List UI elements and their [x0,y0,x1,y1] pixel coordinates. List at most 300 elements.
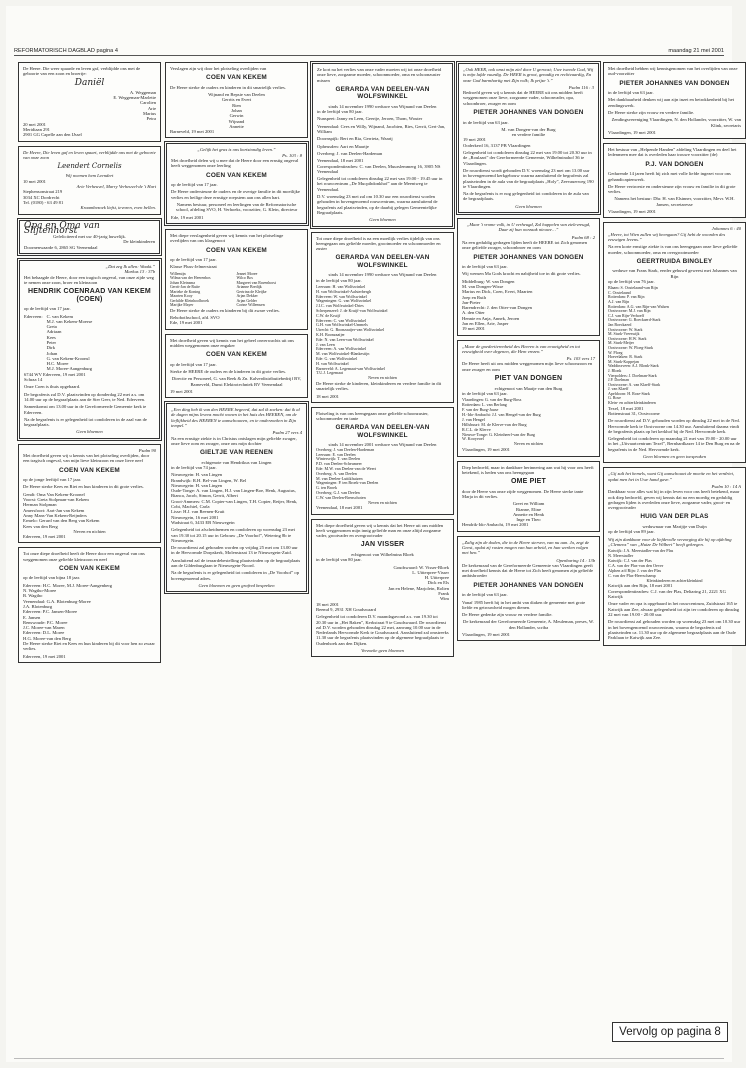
ad-text: Sterke de HEERE de ouders en de kinderen in dit grote verlies. [170,368,287,374]
ad-date: Vlaardingen, 19 mei 2001 [462,447,510,453]
sibling: Petra [146,116,156,122]
family-member: Oostvoorne: W. Ploeg-Stark [608,344,653,350]
family-member: Wijnand en Bepsie van Deelen [208,92,265,98]
column-2 [165,62,308,593]
family-member: Renswoude: P.C. Moree [23,619,68,625]
ad-date: Ede, 19 mei 2001 [170,320,203,326]
ad-street: Schraa 14 [24,377,43,383]
family-member: Dick en Els [427,580,449,586]
ad-address: 6744 WV Ederveen, 19 mei 2001 [24,371,86,377]
family-block [24,314,155,372]
family-member: Jan-Pieter [462,299,481,305]
ad-date: Vlaardingen, 19 mei 2001 [608,129,656,135]
family-member: Oostvoorne: W. Stark [608,326,643,332]
ad-address: Stephensonstraat 219 [23,189,63,195]
obituary-jan-visser [311,519,454,658]
deceased-name: COEN VAN KEKEM [59,466,120,474]
family-member: H. van Wolfswinkel-Aalsterbergh [316,288,372,294]
ad-address: Ooderkerd 16, 3137 PB Vlaardingen [463,142,531,148]
family-member: Annette en Henk [512,511,545,517]
deceased-name: P.J. VAN DONGEN [645,160,704,168]
family-member: T.U.J. Legemaat [316,370,343,376]
obituary-gerarda-in-laws [311,407,454,515]
family-member: J. van Leen [316,341,335,347]
ad-text: De Heere gedenke zijn vrouw en verdere familie. [462,612,553,618]
family-list [317,116,448,156]
sibling: Marius [142,111,156,117]
obituary-coen-employer [165,334,308,399]
newspaper-page [6,6,741,1062]
ad-intro: Met droefheid geven wij u kennis van het plotseling overlijden, door een tragisch ongeval, van mijn lieve kleinzoon en onze lieve neef [23,453,150,464]
deceased-age: in de leeftijd van 63 jaar. [608,90,654,96]
family-member: Wijnand [228,118,245,124]
column-3 [311,62,454,657]
ad-date: 20 mei 2001 [23,121,46,127]
family-member: Leersum: H. van Wolfswinkel [316,284,366,290]
family-member: Rianne, Eline [515,506,541,512]
family-member: Nunspeet: Janny en Leen, Geertje, Jeroen, Thom, Wouter [317,116,423,122]
deceased-name: GERARDA VAN DEELEN-VAN WOLFSWINKEL [335,85,430,101]
ad-intro: Tot onze diepe droefheid is na een moeilijk verlies tijdelijk van ons heengegaan ons geliefde moeder, grootmoeder en schoonmoeder en zuster [316,235,441,252]
family-member: Ederveen: H.C. Moree, M.J. Moree-Aangenberg [23,582,113,588]
family-list [170,92,303,129]
family-member: Overberg: G.J. van Deelen [316,489,360,495]
ad-date: Veenendaal, 18 mei 2001 [316,505,363,511]
family-member: C.J. van Rijn-Verhoeff [608,312,645,318]
family-member: J.C. Moree-van Maren [23,625,65,631]
family-member: W. Kooyeoel [462,436,484,442]
obituary-coen-classmates [165,229,308,330]
bible-quote: „Heere, tot Wien zullen wij heengaan? Gij hebt de woorden des eeuwigen levens.” [608,231,726,242]
deceased-name: GERARDA VAN DEELEN-VAN WOLFSWINKEL [335,254,430,269]
family-member: Herman Stolpman [23,502,57,508]
deceased-subtitle: sinds 14 november 2001 weduwe van Wijnand van Deelen [328,442,437,448]
family-member: Neven en nichten [368,499,397,505]
family-member: C.A. van der Plas-van den Oever [608,562,664,568]
bible-quote: „Maar de goedertierenheid des Heeren is van eeuwigheid en tot eeuwigheid over degenen, die Hem vrezen.” [462,343,580,354]
ad-intro: Het behaagde de Heere, door een tragisch ongeval, van onze zijde weg te nemen onze zoon, broer en kleinzoon [24,274,154,285]
family-member: Greet en William [512,501,545,507]
condolence-info: Na de begrafenis is er gelegenheid tot condoleren in „De Voorhof” op bovengenoemd adres. [171,570,300,581]
deceased-name: COEN VAN KEKEM [206,246,267,254]
family-member: Klein- en achterkleinkinderen [608,400,656,406]
ad-text: De Heere sterke Kees en Riet en hun kinderen in dit grote verlies. [23,484,144,490]
ad-text: De Heere sterke de ouders en kinderen in dit smartelijk verlies. [170,84,286,90]
family-member: C.W. van Deelen-Brenschoten [316,494,366,500]
ad-text: Gedurende 14 jaren heeft hij zich met volle liefde ingezet voor ons gehandicaptenwerk. [608,171,731,182]
family-member: Johan [231,107,242,113]
ad-date: Veenendaal, 18 mei 2001 [317,158,364,164]
family-member: Jan en Ellen, Arie, Jasper [462,320,509,326]
bible-reference: Psalm 27 vers 4 [272,430,302,436]
deceased-name: COEN VAN KEKEM [59,564,120,572]
service-info: De rouwdienst wordt gehouden D.V. woensdag 23 mei om 13.00 uur in bovengenoemd kerkgebouw waarna aansluitend de begrafenis zal plaatsvinden in de aula van de begraafplaats „Holy”, Zeevauerweg 190 te Vlaardingen. [463,167,594,189]
column-4 [457,62,600,641]
parents: Arie Verheuvel, Marry Verheuvel-de 't Hart [76,184,156,190]
family-member: C.W. de Kruijf [316,312,341,318]
obituary-gerarda-children [312,63,453,227]
family-list [316,565,449,602]
deceased-subtitle: sinds 14 november 1990 weduwe van Wijnand van Deelen [328,272,437,278]
classmate: Johan Kleinsma [170,280,195,285]
classmate: Corine Willemsen [236,303,265,308]
ad-closing: Geen bloemen [76,429,103,435]
family-member: G. ten Broek [316,485,338,491]
family-member: Hoevelaken: R. Stark [608,354,643,360]
obituary-ome-piet [457,461,600,532]
ad-closing: Geen bloemen [369,217,396,223]
family-member: J. Blonk [608,367,622,373]
ad-intro: De Heere heeft uit ons midden weggenomen mijn lieve schoonzoon en onze zwager en oom [462,361,593,372]
ad-intro: De Heere, Die leven gaf en leven spaart, verblijdde ons met de geboorte van onze zoon [23,149,156,160]
family-member: M. van Deelen-Luttikhuizen [316,475,363,481]
ad-date: Hendrik-Ido-Ambacht, 19 mei 2001 [462,522,529,528]
ad-text: door de Heere van onze zijde weggenomen. De Heere sterke tante Marja in dit verlies. [462,488,584,499]
bible-quote: „Gij zult het hemels, want Gij aanschouwt de moeite en het verdriet, opdat men het in Uwe hand gave.” [608,471,735,482]
family-member: J.P. Doelman [608,377,629,383]
classmate: Willemijn [170,271,186,276]
ad-signature: De kleinkinderen [123,239,155,245]
obituary-huig-van-der-plas [603,467,746,646]
classmate: Arjan Dekker [236,294,258,299]
ad-intro: Plotseling is van ons heengegaan onze geliefde schoonzuster, schoonmoeder en tante [316,410,429,422]
family-member: A. den Otter [462,310,485,316]
ad-address: Doornenwaarde 6, 2865 SG Veenendaal [24,244,98,250]
ad-date: 10 mei 2001 [23,178,46,184]
family-member: Barendrecht: J. den Otter-van Dongen [462,305,532,311]
condolence-info: Na de begrafenis is er nog gelegenheid tot condoleren in de aula van de begraafplaats. [463,191,589,202]
obituary-pj-van-dongen-helpende-handen [603,143,746,218]
classmate: Wilco Bos [236,276,253,281]
family-member: Goudswaard: W. Visser-Bloek [393,564,449,570]
deceased-age: op de leeftijd van 89 jaar. [608,529,655,535]
family-member: M. Stark-Vreeswijk [608,331,640,337]
bible-reference: Markus 13 : 37b [124,269,155,275]
funeral-info: De begrafenis zal D.V. plaatsvinden op donderdag 22 mei a.s. om 14.00 uur op de begraafplaats aan de Sier Geer, te Ned. Ederveen. [24,391,146,402]
family-member: Katwijk: C.J. van der Plas [608,557,652,563]
bible-quote: „Zalig zijn de doden, die in de Heere sterven, van nu aan. Ja, zegt de Geest, opdat zij rusten mogen van hun arbeid, en hun werken volgen met hen.” [462,539,590,556]
ad-text: Vanaf 1985 heeft hij in het ambt van diaken de gemeente met grote liefde en getrouwheid mogen dienen. [462,599,586,610]
deceased-name: COEN VAN KEKEM [206,351,267,359]
family-member: Nieuwegein: H. van Lingen [171,472,223,478]
bible-quote: „Gelijk het gras is ons kortstondig leven.” [197,147,276,153]
bible-quote: „Maar 't vrome volk, in U verheugd, Zal huppelen van zielevreugd, Daar zij hun oorzaak nieuwe…” [466,222,591,233]
deceased-name: PIET VAN DONGEN [494,375,563,383]
service-info: De rouwdienst zal gehouden worden op vrijdag 25 mei om 13.00 uur in de Hervormde Dorpskerk, Molenstraat 13 te Nieuwegein-Zuid. [171,545,298,556]
bible-reference: Ps. 103 : 8 [282,152,302,158]
ad-text: Wij wensen Ma Gods kracht en nabijheid toe in dit grote verlies. [462,271,581,277]
ad-closing: Geen bloemen en geen toespraken [642,454,706,460]
family-member: Overberg: J. van Deelen-Hardeman [317,150,383,156]
ad-signature: De kerkenraad der Gereformeerde Gemeente, A. Meuleman, preses, W. den Hollander, scriba [463,619,594,630]
family-member: Blaam: S. Oostelaand-van Rijn [608,285,658,291]
deceased-age: in de leeftijd van 63 jaar. [462,264,508,270]
deceased-age: in de leeftijd van 63 jaar. [462,390,508,396]
family-member: W. Ploeg [608,349,623,355]
ad-signature: Zendingsvereniging Vlaardingen, N. den Hollander, voorzitter, W. van Klink, secretaris [611,117,741,128]
footer-rule [14,1058,724,1064]
family-member: H. Uitterpree [424,575,449,581]
bible-reference: Openbaring 14 : 13b [556,557,595,563]
family-member: Kees van den Berg [23,523,58,529]
family-member: Apeldoorn: H. Rose-Stark [608,390,650,396]
deceased-subtitle: weduwnaar van Marijtje van Duijn [642,523,707,529]
family-member: Ederveen: D.L. Moree [23,630,65,636]
deceased-age: op de leeftijd van 17 jaar. [170,361,217,367]
bible-reference: Johannes 6 : 40 [711,226,741,232]
family-member: M. van Dongen-van der Burg [501,126,556,132]
family-member: C. Oostelaand [608,289,631,295]
family-member: R.C.L. de Klerve [462,426,491,432]
family-member: Barneveld: A. Legemaat-van Wolfswinkel [316,365,385,371]
child-name: Leendert Cornelis [57,162,122,171]
bible-quote: „Ook HEER, ook omst mijn ziel door U geroost; Uwe tweede God, Wij is mijn lafde vuurdig. De HEER is groot, genadig en rechtvaardig, En onze God barmhartig met Zijn volk; Ik prijze 't.” [463,67,594,83]
condolence-info: Na de begrafenis is er gelegenheid tot condoleren in de zaal van de begraafplaats. [24,416,147,428]
service-info: D.V. woensdag 23 mei zal om 10.30 uur een rouwdienst worden gehouden in bovengenoemd rouwcentrum, waarna aansluitend de begrafenis zal plaatsvinden, op de daarbij gelegen Gemeentelijke Begraafplaats. [317,194,438,215]
family-member: J. van Klaeff [608,386,629,392]
classmate: Arianne Bredijk [236,285,262,290]
ad-text: De Heere vertroeste en ondersteune zijn vrouw en familie in dit grote verlies. [608,183,736,195]
family-member: Hillsbuurt: M. de Klerve-van der Burg [462,421,527,427]
family-list [462,501,595,522]
ad-address: Meridiaan 291 [23,126,50,132]
ad-date: 19 mei 2001 [463,137,486,143]
family-member: Dirk [46,345,56,351]
ad-intro: Dankbaar voor alles wat hij in zijn leven voor ons heeft betekend, maar ook diep bedroefd, geven wij kennis dat na een moedig en geduldig gedragen lijden is overleden onze lieve, zorgzame vader, groot- en overgrootvader [608,489,740,511]
family-member: H.G. Moree-van den Berg [23,635,72,641]
ad-closing: Geen bloemen en geen grafred bespreken [198,582,275,588]
family-member: Oostvoorne: G. Boeckaerd-Stark [608,317,661,323]
ad-closing: Geen bloemen [515,203,542,209]
ad-signature: Namens bestuur, personeel en leerlingen van de Reformatorische school, afdeling SVO, H. Verhoeks, voorzitter, G. Klein, directeur [175,202,298,213]
burial-info: Aansluitend zal de teraardebestelling plaatsvinden op de begraafplaats aan de Gildenburglaan te Nieuwegein-Noord. [171,557,301,569]
column-1 [18,62,161,663]
ad-date: Texel, 18 mei 2001 [608,405,644,411]
family-member: Marius en Dick, Coen, Evert, Maarten [462,289,533,295]
family-member: Oostvoorne: H.W. Stark [608,335,647,341]
deceased-subtitle: sinds 14 november 1990 weduwe van Wijnand van Deelen [328,103,437,109]
ad-intro: De kerkenraad van de Gereformeerde Gemeente van Vlaardingen geeft met droefheid kennis dat de Heere tot Zich heeft genomen zijn geliefde ambtsbroeder [462,562,593,579]
family-member: C. van Kekem [46,313,74,319]
deceased-subtitle: weduwe van Frans Stark, eerder gehuwd geweest met Johannes van Rijn [612,268,737,279]
ad-intro: Diep bedroefd, maar in dankbare herinnering aan wat hij voor ons heeft betekend, is heden van ons heengegaan [462,464,594,475]
classmate: Arjan Gelder [236,298,257,303]
family-list [171,472,302,514]
deceased-subtitle: echtgenoot van Wilhelmina Bloek [351,551,414,557]
family-member: Ede: N. van Leen-van Wolfswinkel [316,336,374,342]
family-member: Rotterdam: P. van Rijn [608,294,645,300]
ad-date: Katwijk aan den Rijn, 18 mei 2001 [608,583,673,589]
issue-date: maandag 21 mei 2001 [668,48,724,54]
family-list [47,314,93,372]
parent: E. Weggeman-Marlette [113,95,156,101]
obituary-pieter-van-dongen-wife [458,63,599,213]
family-member: Ederveen: W. van Wolfswinkel [316,293,367,299]
continued-on-page-label: Vervolg op pagina 8 [612,1022,728,1042]
family-member: Neven en nichten [513,441,544,447]
obituary-gieltje-van-reenen [166,403,307,592]
family-member: Vlaardingen: G. van der Burg-Boss [462,397,522,403]
classmate: Gerrit-Jan de Ruite [170,285,200,290]
ad-intro: Verslagen zijn wij door het plotseling overlijden van [170,66,267,71]
family-member: J. van Hengel [462,416,485,422]
family-member: Jan en Helene, Marjolein, Rolien [388,585,449,591]
family-member: Overberg: A. van Deelen [316,470,357,476]
family-member: Rotterdam: L. van Berlang [462,402,507,408]
deceased-name: PIETER JOHANNES VAN DONGEN [473,253,584,261]
obituary-coen-van-deelen [165,62,308,138]
deceased-age: op de leeftijd van 17 jaar. [171,182,218,188]
ad-text: De Heere ondersteune de ouders en de overige familie in dit moeilijke verlies en heilige deze ernstige roepstem aan ons allen hart. [171,189,300,200]
family-member: G. Rose [608,395,621,401]
family-member: Joep en Ruth [462,294,486,300]
family-member: Kleinkinderen en achterkleinkind [646,577,703,583]
anniversary-announcement [19,220,160,254]
ad-place: 3034 XC Dordrecht [23,194,60,200]
deceased-name: HENDRIK COENRAAD VAN KEKEM (COEN) [28,288,151,303]
family-member: J.A. Blotenburg [23,603,53,609]
ad-address: Beemd 9, 2931 XH Goudswaard [316,606,377,612]
family-member: Oostvoorne: A. van Klaeff-Stark [608,381,661,387]
ad-signature: Rehobothschool, afd. SVO [170,314,220,320]
family-member: Gendt: Oma Van Kekem-Kroonel [23,491,85,497]
ad-date: Barneveld, 19 mei 2001 [170,129,215,135]
family-member: G.H. van Wolfswinkel-Ummels [316,322,368,328]
obituary-geertruida-bingley [603,222,746,463]
family-member: Ederveen: A. van Wolfswinkel [316,346,367,352]
deceased-name: COEN VAN KEKEM [206,74,267,82]
family-member: Annette [229,123,244,129]
family-member: H.-Ido-Ambacht: J.J. van Hengel-van der Burg [462,411,541,417]
ad-intro: Met diepe verslagenheid geven wij kennis van het plotselinge overlijden van ons klasgenoot [170,232,284,244]
class-name: Klasse Pluss-Jelmerstraat [170,264,217,270]
family-member: Utrecht: G. Boonzaaijer-van Wolfswinkel [316,327,385,333]
family-member: M. van Dongen-Wisse [462,283,504,289]
family-member: Lisse: H.J. van Reenen-Kruit [171,509,225,515]
family-member: Wim [439,596,449,602]
deceased-name: GIELTJE VAN REENEN [200,449,273,457]
ad-address: Correspondentieadres: C. van Deelen, Muurslemmerg 16, 3905 NS Veenendaal [317,163,441,174]
ad-text: Met dankbaarheid denken wij aan zijn inzet en betrokkenheid bij het zendingswerk. [608,97,735,108]
family-member: Jan Boeckaerd [608,321,632,327]
ad-intro: Bedroefd geven wij u kennis dat de HEERE uit ons midden heeft weggenomen onze lieve, zorgzame vader, schoonvader, opa, schoonbroer, zwager en oom [463,90,583,106]
classmates-list [170,272,303,308]
ad-date: Vlaardingen, 19 mei 2001 [462,632,510,638]
condolence-info: Gelegenheid tot condoleren dinsdag 22 mei van 19.00 tot 20.30 uur in de „Roulaart” der Gereformeerde Gemeente, Wilhelminahof 36 te Vlaardingen. [463,150,592,166]
service-info: Gelegenheid tot condoleren D.V. maandagavond a.s. van 19.30 tot 20.30 uur in „Het Baken”, Kerkstraat 9 te Goudswaard. De rouwdienst zal D.V. worden gehouden dinsdag 22 mei, aanvang 10.00 uur in de Nederlands Hervormde Kerk te Goudswaard. Aansluitend zal omstreeks 11.30 uur de begrafenis plaatsvinden op de algemene begraafplaats te Oudenhoek aan den Dijken. [316,614,449,646]
deceased-age: in de leeftijd van 74 jaar. [171,464,217,470]
ad-address: Correspondentieadres: C.J. van der Plas, Deltaring 21, 2221 XG Katwijk [608,588,726,600]
family-member: Veenendaal: Cees en Willy, Wijnand, Jacobien, Ries, Gerrit, Gert-Jan, William [317,123,446,135]
anniversary-headline: Opa en Oma van Slijtenhorst [24,220,100,236]
bible-quote: „Dat zeg Ik allen: Waakt.” [105,264,155,270]
column-5 [603,62,746,646]
ad-date: Ederveen, 19 mei 2001 [23,653,66,659]
ad-date: 19 mei 2001 [170,388,193,394]
bible-reference: Psalm 90 [138,447,156,453]
publication-name: REFORMATORISCH DAGBLAD pagina 4 [14,48,118,54]
deceased-name: OME PIET [510,478,547,486]
condolence-info: Gelegenheid tot condoleren dinsdag 22 mei van 19.00 - 19.45 uur in het rouwcentrum „De Mucpihdonkhof” aan de Meentweg te Veenendaal. [317,176,443,192]
family-list [316,285,449,381]
family-member: Nieuwegein: H. van Lingen [171,482,223,488]
ad-closing: Verzoeke geen bloemen [361,648,404,654]
ad-subtitle: Wij noemen hem Leendert [65,173,114,179]
ad-intro: Na een ernstige ziekte is in Christus ontslagen mijn geliefde zwager, onze lieve oom en zwager, onze ons mijn dochter [171,435,297,446]
ad-text: De Heere sterke de kinderen, kleinkinderen en verdere familie in dit smartelijk verlies. [316,380,442,392]
deceased-age: op de leeftijd van 76 jaar. [608,278,655,284]
family-member: Brandwijk: R.H. Bel-van Lingen, W. Bel [171,477,247,483]
family-member: Groot-Ammers: C.M. Copier-van Lingen, T.H. Copier, Reijer, Henk, Cobi, Machiel, Carla [171,498,298,510]
family-member: Wintersvijk: T. van Deelen [316,456,361,462]
deceased-name: PIETER JOHANNES VAN DONGEN [473,109,584,117]
family-member: J.I.C. van Wolfswinkel-Dries [316,303,364,309]
family-member: Frank [438,591,449,597]
family-list [463,127,594,138]
ad-intro: Met droefheid delen wij u mee dat de Heere door een ernstig ongeval heeft weggenomen onze leerling [171,158,299,169]
ad-intro: Ze kort na het verlies van onze vader moeten wij tot onze droefheid onze lieve, zorgzame moeder, schoonmoeder, oma en schoonzuster missen [317,67,442,83]
deceased-age: op de jonge leeftijd van 17 jaar. [23,477,82,483]
deceased-age: in de leeftijd van 80 jaar. [317,109,363,115]
family-member: Rotterdam: A.G. van Rijn-van Walsen [608,303,669,309]
deceased-age: in de leeftijd van 80 jaar. [316,277,362,283]
obituary-coen-family [19,260,160,439]
deceased-subtitle: echtgenote van Hendrikus van Lingen [201,459,272,465]
ad-date: 19 mei 2001 [462,326,485,332]
deceased-age: op de leeftijd van 17 jaar. [24,306,71,312]
family-list [608,286,741,405]
deceased-subtitle: echtgenoot van Maatje van den Burg [494,385,563,391]
family-member: Ede: G. van Wolfswinkel [316,355,358,361]
ad-intro: Het bestuur van „Helpende Handen” afdeling Vlaardingen en deel het ledenmeen mee dat is overleden haar trouwe voorzitter (de) [608,147,737,158]
deceased-age: in de leeftijd van 80 jaar. [316,557,362,563]
ad-date: Ede, 19 mei 2001 [171,214,204,220]
ad-date: 18 mei 2001 [316,393,339,399]
family-list [608,549,741,583]
family-member: E. Jansen [23,614,41,620]
family-member: C. van der Plas-Heerschamp [608,572,656,578]
family-member: L. Uitterpree-Visser [412,569,449,575]
family-member: G. van Kekem-Kroonsl [46,355,90,361]
family-member: Gerrits en Evert [221,97,252,103]
family-member: N. Meerstadler [608,553,634,558]
family-member: Overberg: J. van Deelen-Hardeman [316,446,375,452]
family-member: Johan [46,350,58,356]
family-member: P.D. van Deelen-Scheumeer [316,461,362,467]
family-member: Waddinxveen: A.J. Blonk-Stark [608,363,659,369]
meeting-info: Samenkomst om 13.00 uur in de Gereformeerde Gemeente kerk te Ederveen. [24,404,147,415]
bible-quote: „Een ding heb ik van den HEERE begeerd, dat zal ik zoeken: dat ik al de dagen mijns levens mocht wonen in het huis des HEEREN, om de lieflijkheid des HEEREN te aanschouwen, en te onderzoeken in Zijn tempel.” [171,407,300,428]
ad-address: Wadstraat 6, 3433 EB Nieuwegein [171,519,235,525]
ad-intro: Met diepe droefheid geven wij u kennis dat het Heere uit ons midden heeft weggenomen mijn innig geliefde man en onze altijd zorgzame vader, grootvader en overgrootvader [316,522,444,539]
page-header [14,44,724,56]
family-list [462,279,595,327]
deceased-age: op de leeftijd van bijna 18 jaar. [23,575,81,581]
deceased-age: op de leeftijd van 17 jaar. [170,257,217,263]
family-member: Neven en nichten [73,528,106,534]
ad-date: Nieuwegein, 16 mei 2001 [171,514,219,520]
obituary-pieter-van-dongen-church [457,536,600,642]
family-member: Kees [46,334,56,340]
bible-reference: Psalm 116 : 3 [568,84,594,90]
family-member: Wageningen: G. van Wolfswinkel [316,298,372,304]
classmate: Wilma van der Heerenbos [170,276,211,281]
condolence-info: Gelegenheid tot afscheidnemen en condoleren op woensdag 23 mei van 19.30 tot 20.15 uur in Gebouw „De Voorhof”, Wetering 8b te Nieuwegein. [171,527,295,543]
deceased-name: PIETER JOHANNES VAN DONGEN [619,79,730,87]
ad-intro: De Heere. Die weer spaarde en leven gaf, verblijdde ons met de geboorte van een zoon en broertje: [23,66,141,77]
ad-intro: Met droefheid geven wij kennis van het gebeel onverwachts uit ons midden weggenomen onze engaker [170,337,294,348]
ad-intro: Na een korte ernstige ziekte is van ons heengegaan onze lieve geliefde moeder, schoonmoeder, oma en overgrootmoeder [608,244,738,255]
